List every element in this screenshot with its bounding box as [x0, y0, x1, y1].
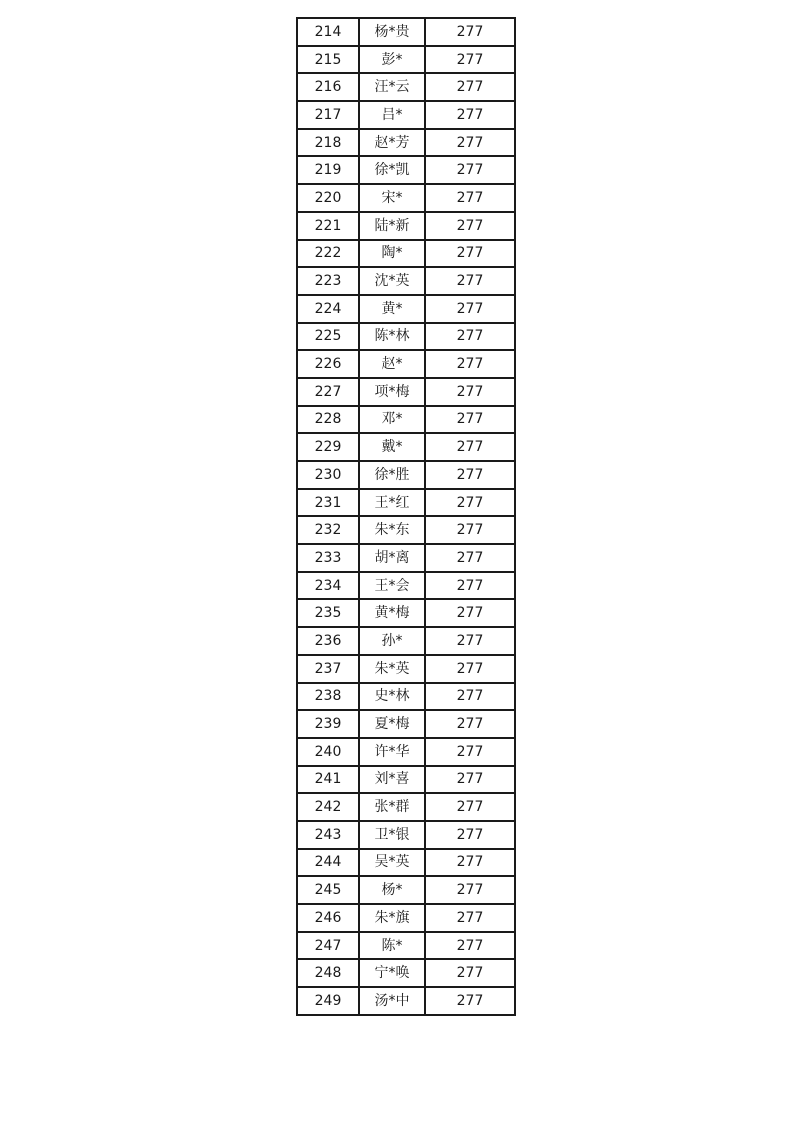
name-cell: 黄*梅 — [359, 599, 425, 627]
table-row — [297, 987, 515, 1015]
table-row — [297, 184, 515, 212]
score-cell: 277 — [425, 73, 515, 101]
table-row — [297, 489, 515, 517]
row-number-cell: 215 — [297, 46, 359, 74]
table-row — [297, 683, 515, 711]
name-cell: 赵* — [359, 350, 425, 378]
score-cell: 277 — [425, 683, 515, 711]
name-cell: 胡*离 — [359, 544, 425, 572]
row-number-cell: 223 — [297, 267, 359, 295]
name-cell: 沈*英 — [359, 267, 425, 295]
score-cell: 277 — [425, 849, 515, 877]
row-number-cell: 221 — [297, 212, 359, 240]
name-cell: 黄* — [359, 295, 425, 323]
score-cell: 277 — [425, 627, 515, 655]
name-cell: 宁*唤 — [359, 959, 425, 987]
name-cell: 徐*胜 — [359, 461, 425, 489]
score-cell: 277 — [425, 544, 515, 572]
score-cell: 277 — [425, 295, 515, 323]
score-cell: 277 — [425, 267, 515, 295]
row-number-cell: 228 — [297, 406, 359, 434]
score-cell: 277 — [425, 904, 515, 932]
row-number-cell: 237 — [297, 655, 359, 683]
table-row — [297, 738, 515, 766]
score-cell: 277 — [425, 184, 515, 212]
name-cell: 刘*喜 — [359, 766, 425, 794]
score-cell: 277 — [425, 599, 515, 627]
table-row — [297, 627, 515, 655]
name-cell: 宋* — [359, 184, 425, 212]
row-number-cell: 243 — [297, 821, 359, 849]
row-number-cell: 244 — [297, 849, 359, 877]
score-cell: 277 — [425, 932, 515, 960]
name-cell: 杨* — [359, 876, 425, 904]
row-number-cell: 222 — [297, 240, 359, 268]
table-row — [297, 129, 515, 157]
name-cell: 戴* — [359, 433, 425, 461]
row-number-cell: 230 — [297, 461, 359, 489]
name-cell: 吴*英 — [359, 849, 425, 877]
table-row — [297, 516, 515, 544]
table-row — [297, 323, 515, 351]
row-number-cell: 219 — [297, 156, 359, 184]
score-cell: 277 — [425, 987, 515, 1015]
score-cell: 277 — [425, 655, 515, 683]
score-cell: 277 — [425, 489, 515, 517]
name-cell: 陆*新 — [359, 212, 425, 240]
row-number-cell: 240 — [297, 738, 359, 766]
table-row — [297, 461, 515, 489]
score-cell: 277 — [425, 516, 515, 544]
table-row — [297, 46, 515, 74]
name-cell: 陈* — [359, 932, 425, 960]
row-number-cell: 248 — [297, 959, 359, 987]
score-cell: 277 — [425, 46, 515, 74]
table-row — [297, 406, 515, 434]
row-number-cell: 216 — [297, 73, 359, 101]
table-row — [297, 156, 515, 184]
score-cell: 277 — [425, 710, 515, 738]
score-cell: 277 — [425, 766, 515, 794]
table-row — [297, 821, 515, 849]
score-cell: 277 — [425, 156, 515, 184]
row-number-cell: 236 — [297, 627, 359, 655]
row-number-cell: 235 — [297, 599, 359, 627]
score-cell: 277 — [425, 212, 515, 240]
name-cell: 史*林 — [359, 683, 425, 711]
name-cell: 赵*芳 — [359, 129, 425, 157]
row-number-cell: 232 — [297, 516, 359, 544]
table-row — [297, 267, 515, 295]
row-number-cell: 247 — [297, 932, 359, 960]
row-number-cell: 242 — [297, 793, 359, 821]
row-number-cell: 217 — [297, 101, 359, 129]
name-cell: 朱*英 — [359, 655, 425, 683]
name-cell: 朱*东 — [359, 516, 425, 544]
row-number-cell: 226 — [297, 350, 359, 378]
name-cell: 卫*银 — [359, 821, 425, 849]
score-cell: 277 — [425, 821, 515, 849]
name-cell: 徐*凯 — [359, 156, 425, 184]
table-row — [297, 18, 515, 46]
name-cell: 夏*梅 — [359, 710, 425, 738]
score-cell: 277 — [425, 18, 515, 46]
row-number-cell: 241 — [297, 766, 359, 794]
row-number-cell: 227 — [297, 378, 359, 406]
row-number-cell: 220 — [297, 184, 359, 212]
table-row — [297, 433, 515, 461]
table-row — [297, 959, 515, 987]
roster-table — [296, 17, 516, 1016]
table-row — [297, 710, 515, 738]
name-cell: 邓* — [359, 406, 425, 434]
name-cell: 杨*贵 — [359, 18, 425, 46]
table-row — [297, 766, 515, 794]
roster-body — [297, 18, 515, 1015]
name-cell: 朱*旗 — [359, 904, 425, 932]
table-row — [297, 655, 515, 683]
name-cell: 彭* — [359, 46, 425, 74]
score-cell: 277 — [425, 406, 515, 434]
name-cell: 张*群 — [359, 793, 425, 821]
table-row — [297, 599, 515, 627]
row-number-cell: 225 — [297, 323, 359, 351]
score-cell: 277 — [425, 129, 515, 157]
row-number-cell: 238 — [297, 683, 359, 711]
score-cell: 277 — [425, 793, 515, 821]
score-cell: 277 — [425, 433, 515, 461]
table-row — [297, 73, 515, 101]
score-cell: 277 — [425, 572, 515, 600]
row-number-cell: 239 — [297, 710, 359, 738]
table-row — [297, 544, 515, 572]
row-number-cell: 245 — [297, 876, 359, 904]
score-cell: 277 — [425, 959, 515, 987]
name-cell: 项*梅 — [359, 378, 425, 406]
name-cell: 孙* — [359, 627, 425, 655]
table-row — [297, 904, 515, 932]
score-cell: 277 — [425, 240, 515, 268]
name-cell: 汤*中 — [359, 987, 425, 1015]
name-cell: 吕* — [359, 101, 425, 129]
row-number-cell: 234 — [297, 572, 359, 600]
name-cell: 汪*云 — [359, 73, 425, 101]
table-row — [297, 240, 515, 268]
name-cell: 王*红 — [359, 489, 425, 517]
table-row — [297, 350, 515, 378]
name-cell: 王*会 — [359, 572, 425, 600]
table-row — [297, 101, 515, 129]
name-cell: 陈*林 — [359, 323, 425, 351]
table-row — [297, 378, 515, 406]
table-row — [297, 212, 515, 240]
row-number-cell: 233 — [297, 544, 359, 572]
score-cell: 277 — [425, 876, 515, 904]
score-cell: 277 — [425, 461, 515, 489]
table-row — [297, 932, 515, 960]
score-cell: 277 — [425, 378, 515, 406]
table-row — [297, 849, 515, 877]
table-row — [297, 793, 515, 821]
row-number-cell: 224 — [297, 295, 359, 323]
score-cell: 277 — [425, 323, 515, 351]
row-number-cell: 231 — [297, 489, 359, 517]
row-number-cell: 229 — [297, 433, 359, 461]
score-cell: 277 — [425, 101, 515, 129]
row-number-cell: 218 — [297, 129, 359, 157]
row-number-cell: 246 — [297, 904, 359, 932]
table-row — [297, 295, 515, 323]
name-cell: 陶* — [359, 240, 425, 268]
table-row — [297, 876, 515, 904]
name-cell: 许*华 — [359, 738, 425, 766]
score-cell: 277 — [425, 738, 515, 766]
table-row — [297, 572, 515, 600]
row-number-cell: 249 — [297, 987, 359, 1015]
score-cell: 277 — [425, 350, 515, 378]
row-number-cell: 214 — [297, 18, 359, 46]
